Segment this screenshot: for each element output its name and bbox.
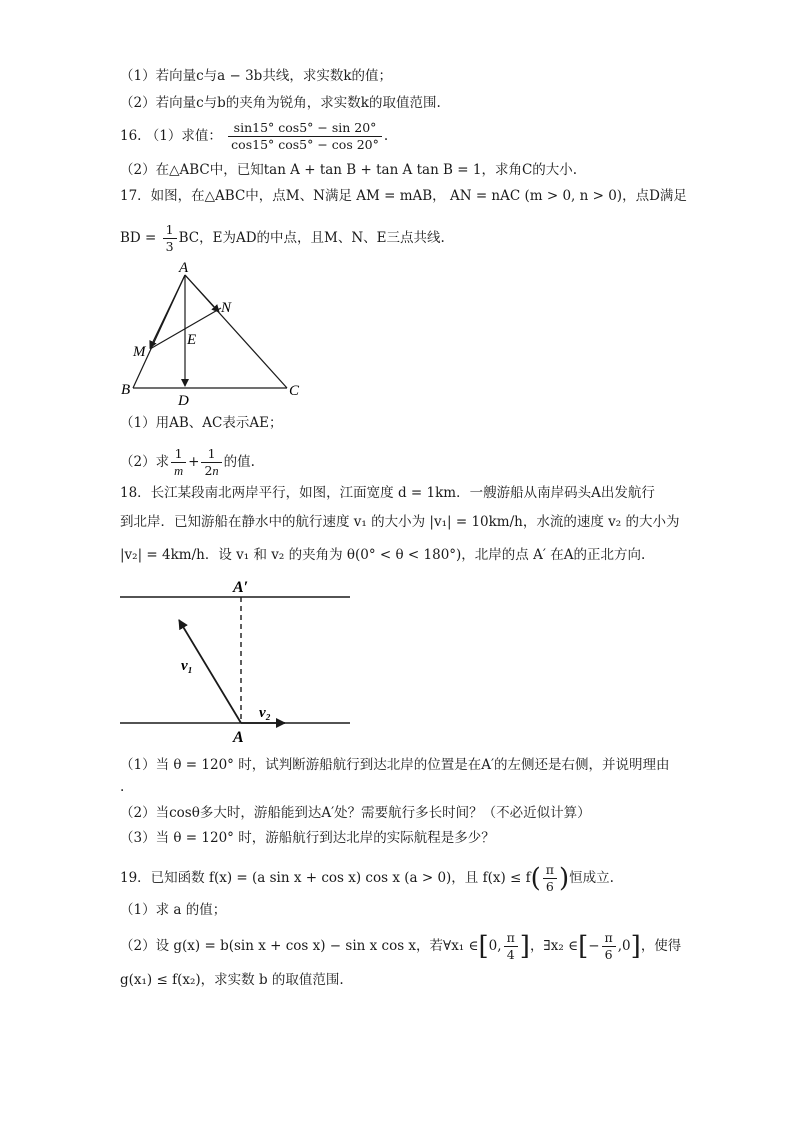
q16-part2: （2）在△ABC中，已知tan A + tan B + tan A tan B = 1，求角C的大小. — [120, 162, 578, 178]
q17-line2-a: BD = — [120, 230, 161, 246]
q18-part2: （2）当cosθ多大时，游船能到达A′处？需要航行多长时间？（不必近似计算） — [120, 805, 591, 821]
fraction-1-over-2n: $\frac{1}{2n}$ — [201, 446, 221, 479]
q18-part1: （1）当 θ = 120° 时，试判断游船航行到达北岸的位置是在A′的左侧还是右侧，并说明理由 — [120, 757, 670, 773]
fraction-pi-over-4: $\frac{\pi}{4}$ — [504, 930, 518, 963]
label-m: M — [133, 344, 146, 360]
triangle-figure — [115, 258, 315, 408]
q18-line3: |v₂| = 4km/h．设 v₁ 和 v₂ 的夹角为 θ(0° < θ < 180°)，北岸的点 A′ 在A的正北方向. — [120, 547, 646, 563]
q17-line2-b: BC，E为AD的中点，且M、N、E三点共线. — [178, 230, 445, 246]
river-figure — [115, 575, 355, 745]
q19-part2: （2）设 g(x) = b(sin x + cos x) − sin x cos x，若∀x₁ ∈[0, $\frac{\pi}{4}$ ]，∃x₂ ∈[− $\frac{\pi}{6}$ ,0]，使得 — [120, 930, 682, 962]
q19-last: g(x₁) ≤ f(x₂)，求实数 b 的取值范围. — [120, 972, 344, 988]
q19-line1-b: 恒成立. — [569, 870, 614, 886]
q19-part2-b: ，∃x₂ ∈ — [529, 938, 579, 954]
q17-line2 — [120, 222, 445, 255]
q17-part2: （2）求 $\frac{1}{m}$ + $\frac{1}{2n}$ 的值. — [120, 446, 255, 478]
label-n: N — [221, 300, 232, 316]
label-a: A — [179, 260, 189, 276]
q17-line1: 17．如图，在△ABC中，点M、N满足 AM = mAB， AN = nAC (m > 0, n > 0)，点D满足 — [120, 188, 687, 204]
vector-am — [150, 275, 185, 348]
q18-line2: 到北岸．已知游船在静水中的航行速度 v₁ 的大小为 |v₁| = 10km/h，水流的速度 v₂ 的大小为 — [120, 514, 680, 530]
q19-part2-a: （2）设 g(x) = b(sin x + cos x) − sin x cos x，若∀x₁ ∈ — [120, 938, 479, 954]
q15-part1: （1）若向量c与a − 3b共线，求实数k的值； — [120, 68, 393, 84]
fraction-pi-over-6: $\frac{\pi}{6}$ — [543, 862, 557, 895]
fraction-neg-pi-over-6: $\frac{\pi}{6}$ — [602, 930, 616, 963]
q16-number: 16. — [120, 128, 142, 144]
q16-part1-end: . — [383, 128, 389, 144]
vector-an — [185, 275, 219, 312]
q16-part1 — [120, 120, 388, 153]
label-d: D — [178, 393, 189, 408]
q17-part2-suffix: 的值. — [223, 454, 255, 470]
q17-part1: （1）用AB、AC表示AE； — [120, 415, 283, 431]
q16-fraction-numerator: sin15° cos5° − sin 20° — [228, 120, 382, 137]
label-e: E — [187, 332, 197, 348]
q19-line1: 19．已知函数 f(x) = (a sin x + cos x) cos x (a > 0)，且 f(x) ≤ f( $\frac{\pi}{6}$ )恒成立. — [120, 862, 614, 894]
q16-fraction — [228, 120, 382, 153]
q16-part1-prefix: （1）求值： — [145, 128, 222, 144]
q18-part1-dot: . — [120, 779, 125, 795]
label-v1: v₁ — [181, 658, 193, 674]
label-a: A — [233, 729, 244, 745]
fraction-1-over-m: $\frac{1}{m}$ — [171, 446, 186, 479]
q16-fraction-denominator: cos15° cos5° − cos 20° — [231, 137, 379, 152]
q18-line1: 18．长江某段南北两岸平行，如图，江面宽度 d = 1km．一艘游船从南岸码头A出发航行 — [120, 485, 655, 501]
q19-line1-a: 19．已知函数 f(x) = (a sin x + cos x) cos x (a > 0)，且 f(x) ≤ f — [120, 870, 531, 886]
label-v2: v₂ — [259, 705, 271, 721]
q17-part2-prefix: （2）求 — [120, 454, 170, 470]
label-c: C — [289, 383, 300, 399]
label-b: B — [121, 382, 131, 398]
q19-part1: （1）求 a 的值； — [120, 902, 227, 918]
q18-part3: （3）当 θ = 120° 时，游船航行到达北岸的实际航程是多少？ — [120, 830, 495, 846]
q19-part2-c: ，使得 — [640, 938, 682, 954]
q17-one-third: $\frac{1}{3}$ — [163, 222, 177, 255]
q15-part2: （2）若向量c与b的夹角为锐角，求实数k的取值范围. — [120, 95, 441, 111]
label-a-prime: A′ — [233, 579, 249, 596]
